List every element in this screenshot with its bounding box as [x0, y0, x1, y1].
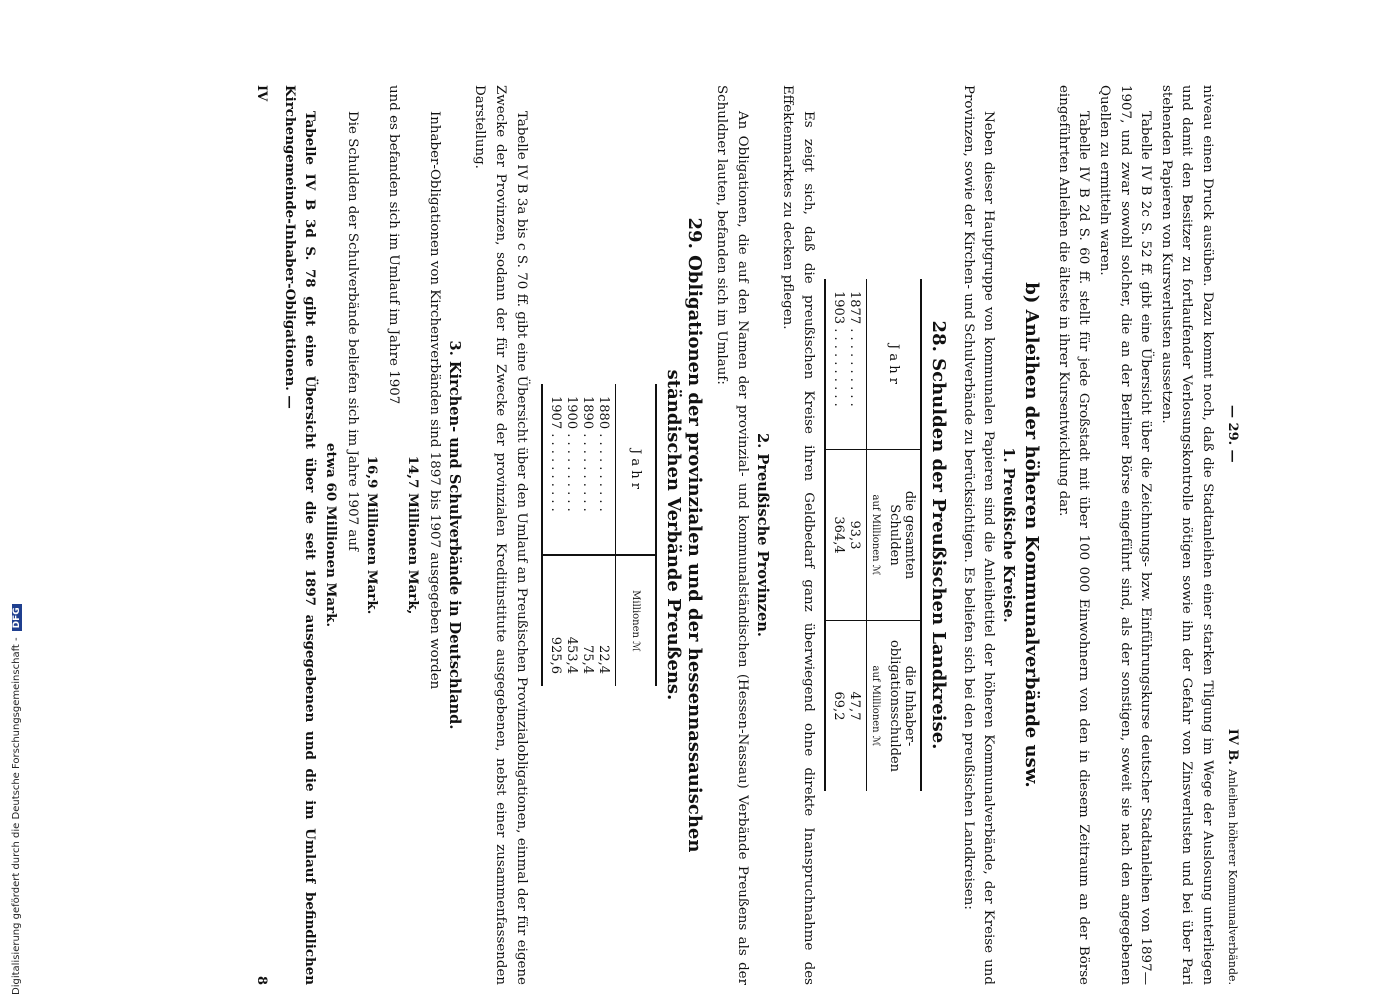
- credit-text: Digitalisierung gefördert durch die Deutsche Forschungsgemeinschaft -: [11, 637, 22, 995]
- table28-bearer: 47,7: [847, 691, 863, 721]
- table-row: [825, 279, 846, 791]
- kreise-conclusion: Es zeigt sich, daß die preußischen Kreise ihren Geldbedarf ganz überwiegend ohne direkte Inanspruchnahme des Effektenmarktes zu decken pflegen.: [780, 85, 817, 985]
- table29: [541, 384, 657, 686]
- running-title-text: Anleihen höherer Kommunalverbände.: [1226, 769, 1239, 985]
- schulverbaende-paragraph: Die Schulden der Schulverbände beliefen sich im Jahre 1907 auf: [344, 111, 360, 551]
- table29-year: 1907 . . . . . . . . . .: [542, 384, 563, 555]
- table28-bearer-header: die Inhaber-obligationsschulden: [887, 639, 918, 773]
- dfg-logo: DFG: [12, 604, 22, 631]
- provinzen-tabelle-paragraph: Tabelle IV B 3a bis c S. 70 ff. gibt eine Übersicht über den Umlauf an Preußischen Provinzialobligationen, einmal der für eigene Zwecke der Provinzen, sodann der für Zwecke der provinzialen Kreditinstitute ausgegebenen, nebst einer zusammenfassenden Darstellung.: [472, 85, 529, 985]
- intro-paragraph-1: niveau einen Druck ausüben. Dazu kommt noch, daß die Stadtanleihen einer starken Tilgung im Wege der Auslosung unterliegen und damit den Besitzer zu fortlaufender Verlosungskontrolle nötigen sowie ihn der Gefahr von Zinsverlusten und bei über Pari stehenden Papieren von Kursverlusten aussetzen.: [1158, 85, 1215, 985]
- table29-value: 75,4: [579, 645, 595, 674]
- table28-bearer: 69,2: [831, 691, 847, 721]
- running-title: [1225, 729, 1240, 985]
- table28-total: 93,3: [846, 450, 867, 621]
- table29-title: 29. Obligationen der provinzialen und der hessennassauischen ständischen Verbände Preußens.: [662, 217, 705, 853]
- table-row: [542, 384, 563, 686]
- table29-year-header: J a h r: [615, 384, 656, 555]
- kirchen-paragraph: Inhaber-Obligationen von Kirchenverbänden sind 1897 bis 1907 ausgegeben worden: [426, 111, 442, 690]
- table29-value: 453,4: [563, 636, 579, 674]
- table-row: [579, 384, 595, 686]
- table28-unit-1: auf Millionen ℳ: [867, 450, 885, 621]
- table-row: [846, 279, 867, 791]
- kirchen-umlauf-text: und es befanden sich im Umlauf im Jahre 1907: [385, 85, 401, 405]
- section-b-title: b) Anleihen der höheren Kommunalverbände usw.: [1021, 282, 1043, 788]
- kreise-paragraph: Neben dieser Hauptgruppe von kommunalen Papieren sind die Anleihetitel der höheren Kommunalverbände, der Kreise und Provinzen, sowie der Kirchen- und Schulverbände zu berücksichtigen. Es beliefen sich bei den preußischen Landkreisen:: [960, 85, 997, 985]
- subsection-kreise: 1. Preußische Kreise.: [1000, 447, 1018, 623]
- subsection-provinzen: 2. Preußische Provinzen.: [753, 433, 771, 637]
- page-footer: [254, 85, 269, 985]
- table29-value-header: Millionen ℳ: [615, 555, 656, 686]
- kirchen-tabelle-paragraph: Tabelle IV B 3d S. 78 gibt eine Übersicht über die seit 1897 ausgegebenen und die im Umlauf befindlichen Kirchengemeinde-Inhaber-Obligationen. —: [281, 85, 319, 985]
- subsection-kirchen: 3. Kirchen- und Schulverbände in Deutschland.: [445, 340, 463, 730]
- digitization-credit: [0, 0, 22, 1000]
- document-page: [130, 85, 1240, 985]
- kirchen-amount-circulating: 16,9 Millionen Mark.: [364, 455, 381, 615]
- table28-total-header: die gesamten Schulden: [884, 450, 921, 621]
- table28-year-header: J a h r: [867, 279, 922, 450]
- table28-title: 28. Schulden der Preußischen Landkreise.: [928, 320, 950, 750]
- table-row: [595, 384, 616, 686]
- table-row: [563, 384, 579, 686]
- section-code: IV B.: [1225, 728, 1240, 765]
- intro-paragraph-3: Tabelle IV B 2d S. 60 ff. stellt für jede Großstadt mit über 100 000 Einwohnern von den in diesem Zeitraum an der Börse eingeführten Anleihen die älteste in ihrer Kursentwicklung dar.: [1055, 85, 1092, 985]
- table29-value: 925,6: [547, 636, 563, 674]
- intro-paragraph-2: Tabelle IV B 2c S. 52 ff. gibt eine Übersicht über die Zeichnungs- bzw. Einführungskurse deutscher Stadtanleihen von 1897—1907, und zwar sowohl solcher, die an der Berliner Börse eingeführt sind, als der sonstigen, soweit sie nach den angegebenen Quellen zu ermitteln waren.: [1097, 85, 1154, 985]
- page-number: — 29. —: [1225, 405, 1240, 463]
- schulverbaende-amount: etwa 60 Millionen Mark.: [322, 442, 339, 628]
- sheet-number: 8: [254, 975, 270, 985]
- table28-total: 364,4: [825, 450, 846, 621]
- table29-year: 1880 . . . . . . . . . .: [595, 384, 616, 555]
- table29-year: 1890 . . . . . . . . . .: [579, 384, 595, 555]
- provinzen-paragraph: An Obligationen, die auf den Namen der provinzial- und kommunalständischen (Hessen-Nassau) Verbände Preußens als der Schuldner lauten, befanden sich im Umlauf:: [714, 85, 750, 985]
- table28-unit-2: auf Millionen ℳ: [867, 621, 885, 792]
- table28: [824, 279, 922, 791]
- table29-value: 22,4: [595, 645, 611, 674]
- table29-year: 1900 . . . . . . . . . .: [563, 384, 579, 555]
- table28-year: 1877 . . . . . . . . . .: [846, 279, 867, 450]
- page-header: [1225, 85, 1240, 985]
- kirchen-amount-issued: 14,7 Millionen Mark,: [405, 455, 422, 615]
- table28-year: 1903 . . . . . . . . . .: [825, 279, 846, 450]
- signature-mark: IV: [254, 85, 270, 102]
